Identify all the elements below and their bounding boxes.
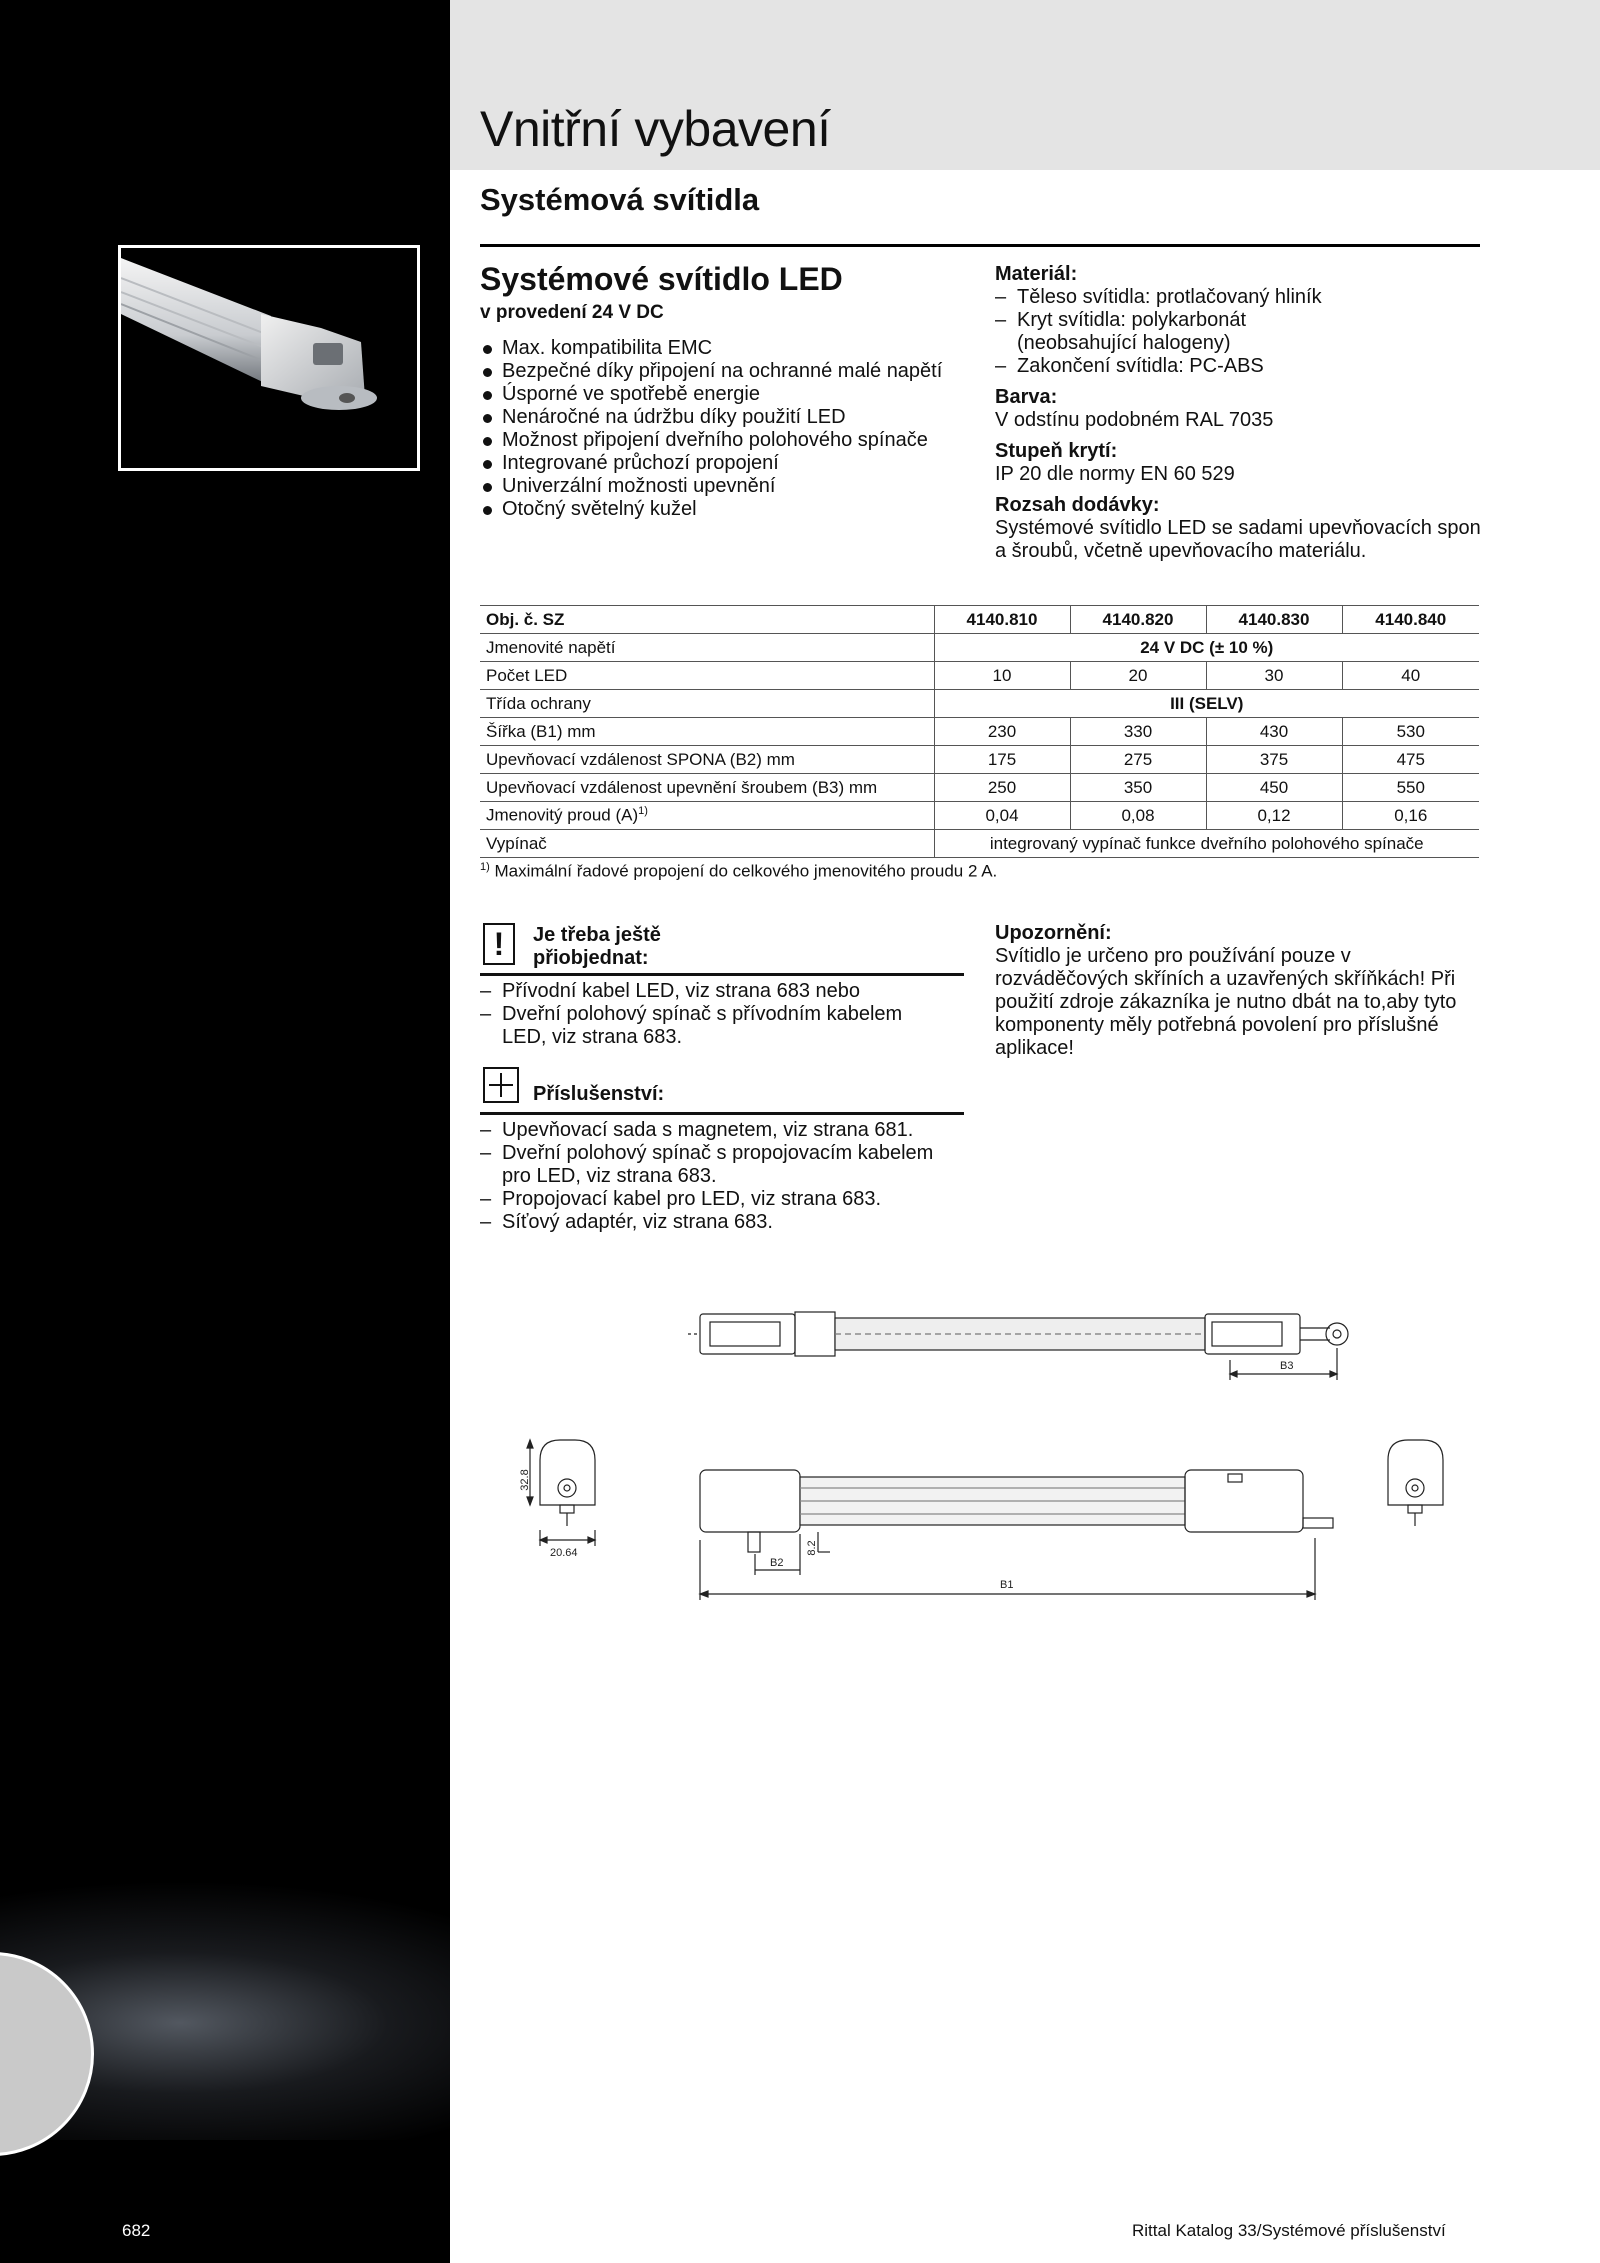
table-cell: 24 V DC (± 10 %) bbox=[934, 634, 1479, 662]
accessory-item: – Propojovací kabel pro LED, viz strana 683. bbox=[480, 1188, 950, 1211]
table-cell: 530 bbox=[1342, 718, 1479, 746]
table-cell bbox=[480, 802, 934, 830]
side-view-right bbox=[1388, 1440, 1443, 1526]
table-cell: 175 bbox=[934, 746, 1070, 774]
table-cell: 4140.810 bbox=[934, 606, 1070, 634]
table-cell: 0,16 bbox=[1342, 802, 1479, 830]
table-cell: 4140.840 bbox=[1342, 606, 1479, 634]
material-item: – Zakončení svítidla: PC-ABS bbox=[995, 355, 1485, 378]
spec-table bbox=[480, 605, 1479, 858]
page-title: Vnitřní vybavení bbox=[480, 101, 831, 157]
dim-label-b1: B1 bbox=[1000, 1579, 1014, 1591]
top-view bbox=[688, 1312, 1348, 1380]
dim-label-depth: 20.64 bbox=[550, 1547, 578, 1559]
protection-text: IP 20 dle normy EN 60 529 bbox=[995, 463, 1235, 485]
warning-text: Svítidlo je určeno pro používání pouze v rozváděčových skříních a uzavřených skříňkách! Při použití zdroje zákazníka je nutno dbát na to,aby tyto komponenty měly potřebná povolení pro příslušné aplikace! bbox=[995, 945, 1457, 1059]
table-cell: 40 bbox=[1342, 662, 1479, 690]
protection-heading: Stupeň krytí: bbox=[995, 440, 1118, 462]
table-row bbox=[480, 746, 1479, 774]
table-cell: 475 bbox=[1342, 746, 1479, 774]
accessory-item: – Síťový adaptér, viz strana 683. bbox=[480, 1211, 950, 1234]
table-cell: 250 bbox=[934, 774, 1070, 802]
table-footnote bbox=[480, 861, 997, 882]
table-cell: Jmenovité napětí bbox=[480, 634, 934, 662]
table-cell: Šířka (B1) mm bbox=[480, 718, 934, 746]
accessories-rule bbox=[480, 1112, 964, 1115]
table-cell: 0,12 bbox=[1206, 802, 1342, 830]
side-view-left bbox=[527, 1440, 595, 1546]
accessories-list bbox=[480, 1119, 950, 1234]
table-cell: Obj. č. SZ bbox=[480, 606, 934, 634]
table-cell: 20 bbox=[1070, 662, 1206, 690]
feature-item: Možnost připojení dveřního polohového spínače bbox=[480, 429, 980, 452]
table-row bbox=[480, 802, 1479, 830]
warning-heading: Upozornění: bbox=[995, 922, 1112, 944]
order-heading-line: Je třeba ještě bbox=[533, 924, 661, 946]
table-cell: 550 bbox=[1342, 774, 1479, 802]
footnote-text: Maximální řadové propojení do celkového jmenovitého proudu 2 A. bbox=[494, 861, 998, 881]
order-list bbox=[480, 980, 920, 1049]
order-rule bbox=[480, 973, 964, 976]
table-cell: 375 bbox=[1206, 746, 1342, 774]
order-item: – Přívodní kabel LED, viz strana 683 nebo bbox=[480, 980, 920, 1003]
dim-label-offset: 8.2 bbox=[806, 1540, 818, 1556]
color-text: V odstínu podobném RAL 7035 bbox=[995, 409, 1274, 431]
table-row bbox=[480, 718, 1479, 746]
footnote-marker: 1) bbox=[480, 861, 490, 873]
scope-text: Systémové svítidlo LED se sadami upevňovacích spon a šroubů, včetně upevňovacího materiálu. bbox=[995, 517, 1481, 562]
section-subtitle: Systémová svítidla bbox=[480, 182, 760, 217]
feature-item: Max. kompatibilita EMC bbox=[480, 337, 980, 360]
warning-block bbox=[995, 922, 1465, 1060]
order-item: – Dveřní polohový spínač s přívodním kabelem LED, viz strana 683. bbox=[480, 1003, 920, 1049]
table-row bbox=[480, 774, 1479, 802]
table-cell: Upevňovací vzdálenost SPONA (B2) mm bbox=[480, 746, 934, 774]
feature-item: Integrované průchozí propojení bbox=[480, 452, 980, 475]
table-cell: 430 bbox=[1206, 718, 1342, 746]
table-cell: 4140.830 bbox=[1206, 606, 1342, 634]
table-cell: Počet LED bbox=[480, 662, 934, 690]
front-view bbox=[700, 1470, 1333, 1600]
feature-list bbox=[480, 337, 980, 521]
table-row bbox=[480, 690, 1479, 718]
product-photo bbox=[118, 245, 420, 471]
technical-drawing bbox=[500, 1290, 1460, 1625]
material-heading: Materiál: bbox=[995, 263, 1078, 285]
table-cell: 10 bbox=[934, 662, 1070, 690]
table-cell: 0,08 bbox=[1070, 802, 1206, 830]
accessories-heading-text: Příslušenství: bbox=[533, 1083, 665, 1105]
details-column bbox=[995, 263, 1485, 563]
catalog-footer: Rittal Katalog 33/Systémové příslušenství bbox=[1132, 2221, 1446, 2240]
footnote-marker: 1) bbox=[638, 805, 648, 818]
table-cell: 275 bbox=[1070, 746, 1206, 774]
material-item: – Těleso svítidla: protlačovaný hliník bbox=[995, 286, 1485, 309]
accessories-heading bbox=[533, 1083, 664, 1106]
accessory-item: – Dveřní polohový spínač s propojovacím kabelem pro LED, viz strana 683. bbox=[480, 1142, 950, 1188]
page-number: 682 bbox=[122, 2221, 151, 2240]
table-cell: Upevňovací vzdálenost upevnění šroubem (B3) mm bbox=[480, 774, 934, 802]
accessory-item: – Upevňovací sada s magnetem, viz strana 681. bbox=[480, 1119, 950, 1142]
order-heading-line: přiobjednat: bbox=[533, 947, 649, 969]
exclamation-icon: ! bbox=[483, 923, 515, 965]
table-cell: 4140.820 bbox=[1070, 606, 1206, 634]
table-cell: Vypínač bbox=[480, 830, 934, 858]
dim-label-b3: B3 bbox=[1280, 1360, 1294, 1372]
table-cell: 0,04 bbox=[934, 802, 1070, 830]
table-cell: 30 bbox=[1206, 662, 1342, 690]
feature-item: Bezpečné díky připojení na ochranné malé napětí bbox=[480, 360, 980, 383]
color-heading: Barva: bbox=[995, 386, 1058, 408]
table-cell: 230 bbox=[934, 718, 1070, 746]
current-label: Jmenovitý proud (A) bbox=[486, 805, 639, 825]
feature-item: Nenáročné na údržbu díky použití LED bbox=[480, 406, 980, 429]
order-heading bbox=[533, 924, 661, 970]
plus-icon bbox=[483, 1067, 519, 1103]
table-row bbox=[480, 634, 1479, 662]
header-rule bbox=[480, 244, 1480, 247]
material-item: – Kryt svítidla: polykarbonát (neobsahující halogeny) bbox=[995, 309, 1485, 355]
scope-heading: Rozsah dodávky: bbox=[995, 494, 1160, 516]
table-cell: Třída ochrany bbox=[480, 690, 934, 718]
table-cell: 450 bbox=[1206, 774, 1342, 802]
table-cell: III (SELV) bbox=[934, 690, 1479, 718]
feature-item: Úsporné ve spotřebě energie bbox=[480, 383, 980, 406]
dim-label-b2: B2 bbox=[770, 1557, 784, 1569]
table-header-row bbox=[480, 606, 1479, 634]
table-row bbox=[480, 830, 1479, 858]
feature-item: Univerzální možnosti upevnění bbox=[480, 475, 980, 498]
product-title: Systémové svítidlo LED bbox=[480, 261, 843, 297]
table-cell: 330 bbox=[1070, 718, 1206, 746]
table-cell: 350 bbox=[1070, 774, 1206, 802]
table-row bbox=[480, 662, 1479, 690]
dim-label-height: 32.8 bbox=[519, 1469, 531, 1491]
feature-item: Otočný světelný kužel bbox=[480, 498, 980, 521]
product-variant: v provedení 24 V DC bbox=[480, 302, 664, 323]
table-cell: integrovaný vypínač funkce dveřního polohového spínače bbox=[934, 830, 1479, 858]
